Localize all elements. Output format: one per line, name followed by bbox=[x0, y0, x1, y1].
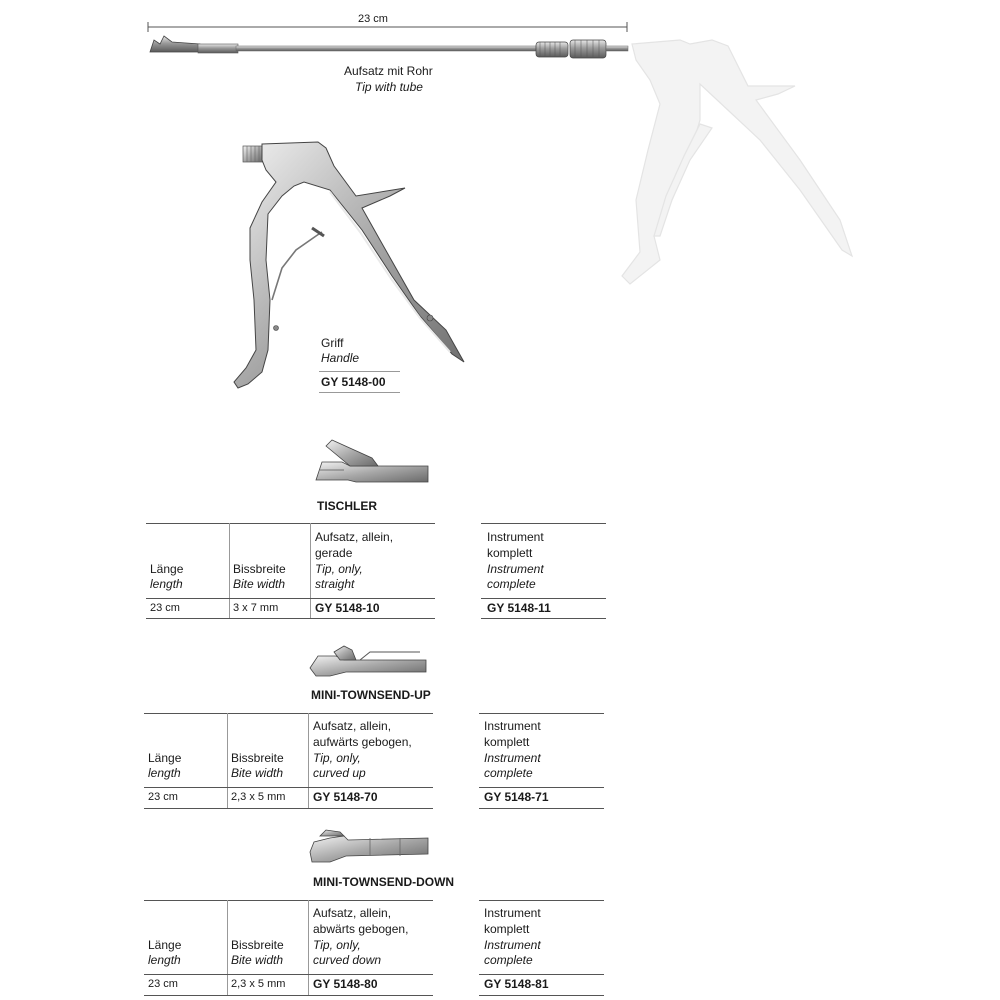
complete-header-en-2: complete bbox=[487, 577, 536, 591]
length-value: 23 cm bbox=[150, 602, 180, 614]
length-header-en: length bbox=[150, 577, 183, 591]
tip-desc-de-2: aufwärts gebogen, bbox=[313, 735, 412, 749]
length-header-de: Länge bbox=[150, 562, 184, 576]
bite-value: 3 x 7 mm bbox=[233, 602, 279, 614]
complete-header-de-1: Instrument bbox=[484, 906, 541, 920]
table-border-bottom-complete bbox=[479, 995, 604, 996]
section-title: TISCHLER bbox=[317, 499, 377, 513]
length-value: 23 cm bbox=[148, 978, 178, 990]
handle-code: GY 5148-00 bbox=[321, 375, 386, 389]
complete-header-en-2: complete bbox=[484, 766, 533, 780]
complete-header-de-1: Instrument bbox=[484, 719, 541, 733]
bite-header-en: Bite width bbox=[231, 766, 284, 780]
tip-code: GY 5148-70 bbox=[313, 790, 378, 804]
bite-header-de: Bissbreite bbox=[233, 562, 286, 576]
section-title: MINI-TOWNSEND-UP bbox=[311, 688, 431, 702]
complete-code: GY 5148-71 bbox=[484, 790, 549, 804]
length-header-en: length bbox=[148, 953, 181, 967]
complete-header-en-1: Instrument bbox=[487, 562, 544, 576]
complete-header-en-1: Instrument bbox=[484, 751, 541, 765]
tube-caption-en: Tip with tube bbox=[355, 80, 423, 94]
tube-caption-de: Aufsatz mit Rohr bbox=[344, 64, 433, 78]
bite-header-de: Bissbreite bbox=[231, 938, 284, 952]
bite-header-en: Bite width bbox=[231, 953, 284, 967]
col-divider bbox=[308, 900, 309, 995]
tip-desc-en-2: straight bbox=[315, 577, 355, 591]
tip-desc-en-1: Tip, only, bbox=[313, 938, 361, 952]
complete-header-de-2: komplett bbox=[484, 735, 530, 749]
dimension-label: 23 cm bbox=[358, 13, 388, 25]
bite-header-de: Bissbreite bbox=[231, 751, 284, 765]
tip-code: GY 5148-80 bbox=[313, 977, 378, 991]
length-header-de: Länge bbox=[148, 751, 182, 765]
handle-caption-en: Handle bbox=[321, 351, 360, 365]
tip-desc-en-1: Tip, only, bbox=[315, 562, 363, 576]
table-border-top-complete bbox=[479, 900, 604, 901]
tip-desc-de-1: Aufsatz, allein, bbox=[313, 906, 392, 920]
complete-code: GY 5148-81 bbox=[484, 977, 549, 991]
table-border-bottom bbox=[144, 995, 433, 996]
bite-value: 2,3 x 5 mm bbox=[231, 791, 286, 803]
complete-header-de-1: Instrument bbox=[487, 530, 544, 544]
tip-desc-en-2: curved up bbox=[313, 766, 366, 780]
tip-desc-de-2: gerade bbox=[315, 546, 353, 560]
length-header-en: length bbox=[148, 766, 181, 780]
tip-desc-de-2: abwärts gebogen, bbox=[313, 922, 409, 936]
complete-header-de-2: komplett bbox=[484, 922, 530, 936]
tip-desc-de-1: Aufsatz, allein, bbox=[313, 719, 392, 733]
bite-value: 2,3 x 5 mm bbox=[231, 978, 286, 990]
complete-header-en-1: Instrument bbox=[484, 938, 541, 952]
handle-caption-de: Griff bbox=[321, 336, 344, 350]
tip-desc-en-2: curved down bbox=[313, 953, 382, 967]
complete-header-en-2: complete bbox=[484, 953, 533, 967]
complete-header-de-2: komplett bbox=[487, 546, 533, 560]
table-border-top bbox=[144, 900, 433, 901]
bite-header-en: Bite width bbox=[233, 577, 286, 591]
tip-code: GY 5148-10 bbox=[315, 601, 380, 615]
col-divider bbox=[227, 900, 228, 995]
table-row-divider-complete bbox=[479, 974, 604, 975]
complete-code: GY 5148-11 bbox=[487, 601, 551, 615]
tip-desc-de-1: Aufsatz, allein, bbox=[315, 530, 394, 544]
section-title: MINI-TOWNSEND-DOWN bbox=[313, 875, 455, 889]
table-row-divider bbox=[144, 974, 433, 975]
length-value: 23 cm bbox=[148, 791, 178, 803]
length-header-de: Länge bbox=[148, 938, 182, 952]
tip-desc-en-1: Tip, only, bbox=[313, 751, 361, 765]
